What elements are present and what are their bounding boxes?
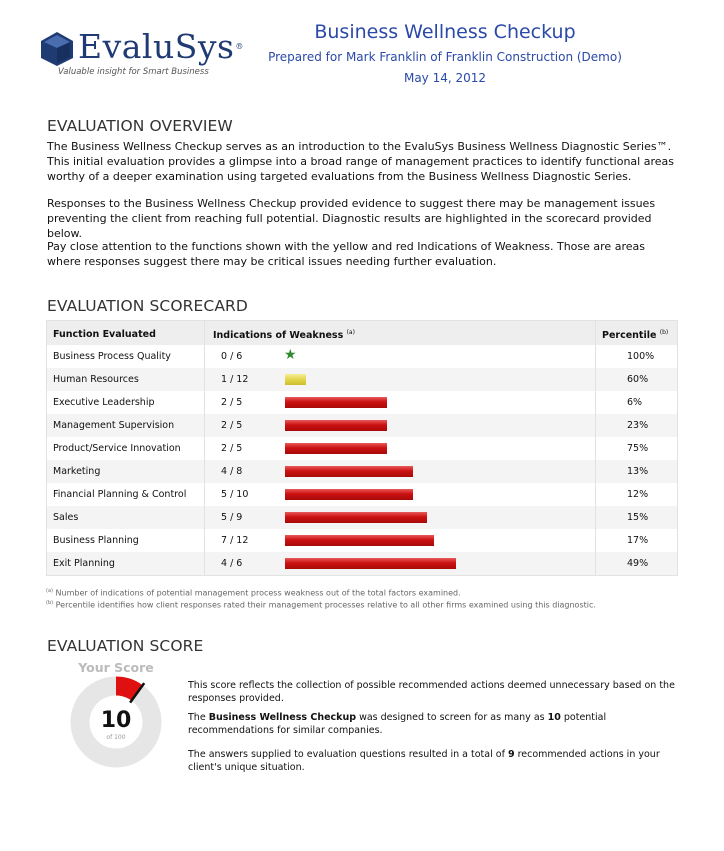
col-indications-header: Indications of Weakness $^{(a)}$ <box>213 329 355 342</box>
report-date: May 14, 2012 <box>403 71 487 85</box>
table-row <box>47 529 677 552</box>
red-weakness-bar <box>285 558 456 569</box>
score-paragraph-3: The answers supplied to evaluation questions resulted in a total of 9 recommended actions in your client's unique situation. <box>188 749 660 773</box>
overview-paragraph-1: The Business Wellness Checkup serves as an introduction to the EvaluSys Business Wellness Diagnostic Series™. This initial evaluation provides a glimpse into a broad range of management practices to identify functional areas worthy of a deeper examination using targeted evaluations from the Business Wellness Diagnostic Series. <box>47 140 674 183</box>
scorecard-table <box>46 320 678 576</box>
footnote-b: $^{(b)}$ Percentile identifies how client responses rated their management processes relative to all other firms examined using this diagnostic. <box>46 600 596 610</box>
weakness-ratio: 2 / 5 <box>221 397 243 408</box>
red-weakness-bar <box>285 420 387 431</box>
score-value: 10 <box>100 708 132 733</box>
score-out-of: of 100 <box>106 734 126 741</box>
percentile-value: 15% <box>627 512 649 523</box>
weakness-ratio: 1 / 12 <box>221 374 249 385</box>
percentile-value: 6% <box>627 397 643 408</box>
scorecard-header-row <box>47 321 677 345</box>
star-icon: ★ <box>284 347 297 363</box>
overview-paragraph-3: Pay close attention to the functions shown with the yellow and red Indications of Weakness. Those are areas where responses suggest there may be critical issues needing further evaluation. <box>47 240 645 268</box>
weakness-ratio: 2 / 5 <box>221 443 243 454</box>
red-weakness-bar <box>285 466 413 477</box>
gauge-fill <box>116 686 137 693</box>
report-subtitle: Prepared for Mark Franklin of Franklin Construction (Demo) <box>268 50 622 64</box>
column-divider <box>204 321 205 575</box>
percentile-value: 100% <box>627 351 655 362</box>
evalusys-logo <box>40 27 244 84</box>
percentile-value: 12% <box>627 489 649 500</box>
score-paragraph-1: This score reflects the collection of possible recommended actions deemed unnecessary based on the responses provided. <box>188 680 675 704</box>
function-name: Financial Planning & Control <box>53 489 187 500</box>
function-name: Business Process Quality <box>53 351 171 362</box>
yellow-weakness-bar <box>285 374 306 385</box>
weakness-ratio: 2 / 5 <box>221 420 243 431</box>
col-percentile-header: Percentile $^{(b)}$ <box>602 329 669 342</box>
table-row <box>47 483 677 506</box>
logo-wordmark: EvaluSys® <box>78 27 244 66</box>
red-weakness-bar <box>285 535 434 546</box>
function-name: Product/Service Innovation <box>53 443 181 454</box>
score-paragraph-2: The Business Wellness Checkup was designed to screen for as many as 10 potential recommendations for similar companies. <box>188 712 607 736</box>
table-row <box>47 552 677 575</box>
footnote-a: $^{(a)}$ Number of indications of potential management process weakness out of the total factors examined. <box>46 588 461 598</box>
function-name: Business Planning <box>53 535 139 546</box>
weakness-ratio: 4 / 8 <box>221 466 243 477</box>
red-weakness-bar <box>285 489 413 500</box>
table-row <box>47 414 677 437</box>
function-name: Marketing <box>53 466 101 477</box>
percentile-value: 60% <box>627 374 649 385</box>
function-name: Executive Leadership <box>53 397 155 408</box>
your-score-label: Your Score <box>78 660 154 675</box>
logo-tagline: Valuable insight for Smart Business <box>58 67 209 77</box>
scorecard-heading: EVALUATION SCORECARD <box>47 297 248 315</box>
percentile-value: 17% <box>627 535 649 546</box>
function-name: Human Resources <box>53 374 139 385</box>
weakness-ratio: 7 / 12 <box>221 535 249 546</box>
table-row <box>47 437 677 460</box>
overview-paragraph-2: Responses to the Business Wellness Checkup provided evidence to suggest there may be management issues preventing the client from reaching full potential. Diagnostic results are highlighted in the scorecard provided below. <box>47 197 656 240</box>
column-divider <box>595 321 596 575</box>
percentile-value: 49% <box>627 558 649 569</box>
table-row <box>47 345 677 368</box>
red-weakness-bar <box>285 397 387 408</box>
weakness-ratio: 0 / 6 <box>221 351 243 362</box>
red-weakness-bar <box>285 512 427 523</box>
percentile-value: 23% <box>627 420 649 431</box>
table-row <box>47 368 677 391</box>
red-weakness-bar <box>285 443 387 454</box>
report-title: Business Wellness Checkup <box>314 21 576 43</box>
score-heading: EVALUATION SCORE <box>47 637 204 655</box>
weakness-ratio: 4 / 6 <box>221 558 243 569</box>
function-name: Sales <box>53 512 79 523</box>
function-name: Management Supervision <box>53 420 175 431</box>
function-name: Exit Planning <box>53 558 115 569</box>
overview-heading: EVALUATION OVERVIEW <box>47 117 233 135</box>
col-function-header: Function Evaluated <box>53 329 156 340</box>
hexagon-logo-icon <box>40 31 74 67</box>
weakness-ratio: 5 / 9 <box>221 512 243 523</box>
percentile-value: 75% <box>627 443 649 454</box>
percentile-value: 13% <box>627 466 649 477</box>
table-row <box>47 391 677 414</box>
weakness-ratio: 5 / 10 <box>221 489 249 500</box>
table-row <box>47 506 677 529</box>
table-row <box>47 460 677 483</box>
